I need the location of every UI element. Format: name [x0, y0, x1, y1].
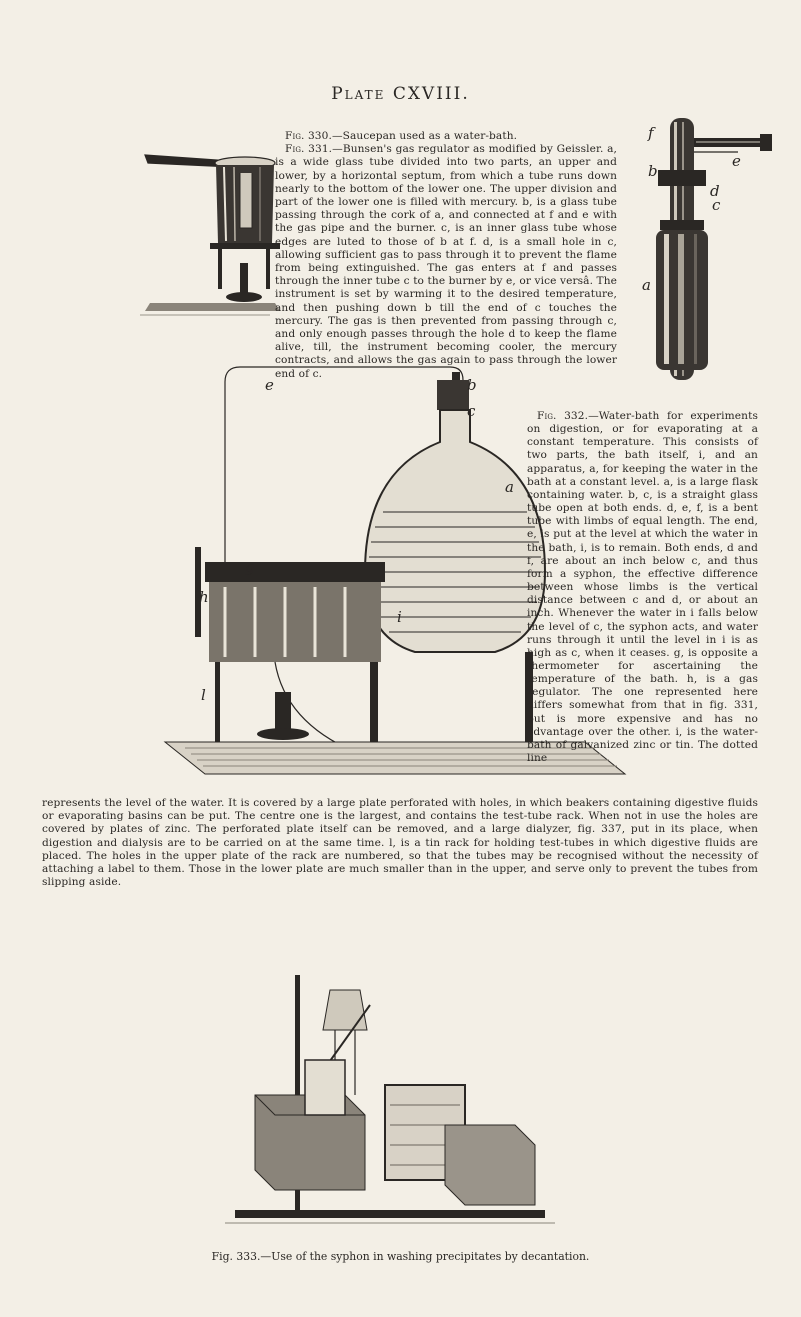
label-l: l — [201, 686, 206, 704]
fig332-description — [527, 410, 758, 765]
label-a2: a — [505, 478, 514, 496]
fig332-continuation: represents the level of the water. It is covered by a large plate perforated with holes, in which beakers containing digestive fluids or evaporating basins can be put. The centre one is the largest, and contains the test-tube rack. When not in use the holes are covered by plates of zinc. The perforated plate itself can be removed, and a large dialyzer, fig. 337, put in its place, when digestion and dialysis are to be carried on at the same time. l, is a tin rack for holding test-tubes in which digestive fluids are placed. The holes in the upper plate of the rack are numbered, so that the tubes may be recognised without the necessity of attaching a label to them. Those in the lower plate are much smaller than in the upper, and serve only to prevent the tubes from slipping aside. — [42, 797, 758, 889]
plate-title: Plate CXVIII. — [331, 84, 470, 104]
label-f: f — [648, 124, 654, 142]
fig331-gas-regulator-illustration — [620, 110, 785, 390]
fig330-lead: Fig. 330. — [285, 130, 332, 142]
label-c: c — [712, 196, 721, 214]
label-d: d — [710, 182, 720, 200]
fig331-lead: Fig. 331. — [285, 143, 333, 156]
label-e2: e — [265, 376, 274, 394]
label-c2: c — [467, 402, 476, 420]
fig333-caption: Fig. 333.—Use of the syphon in washing precipitates by decantation. — [211, 1250, 590, 1263]
label-i: i — [397, 608, 402, 626]
label-h: h — [199, 588, 209, 606]
fig330-saucepan-illustration — [140, 133, 280, 318]
fig333-syphon-illustration — [235, 975, 545, 1235]
label-b2: b — [467, 376, 477, 394]
fig332-text: —Water-bath for experiments on digestion, or for evaporating at a constant temperature. This consists of two parts, the bath itself, i, and an apparatus, a, for keeping the water in the bath at a constant level. a, is a large flask containing water. b, c, is a straight glass tube open at both ends. d, e, f, is a bent tube with limbs of equal length. The end, e, is put at the level at which the water in the bath, i, is to remain. Both ends, d and f, are about an inch below c, and thus form a syphon, the effective difference between whose limbs is the vertical distance between c and d, or about an inch. Whenever the water in i falls below the level of c, the syphon acts, and water runs through it until the level in i is as high as c, when it ceases. g, is opposite a thermometer for ascertaining the temperature of the bath. h, is a gas regulator. The one represented here differs somewhat from that in fig. 331, but is more expensive and has no advantage over the other. i, is the water-bath of galvanized zinc or tin. The dotted line — [527, 410, 758, 765]
fig332-lead: Fig. 332. — [537, 410, 589, 422]
label-b: b — [648, 162, 658, 180]
fig331-text: —Bunsen's gas regulator as modified by Geissler. a, is a wide glass tube divided into two parts, an upper and lower, by a horizontal septum, from which a tube runs down nearly to the bottom of the lower one. The upper division and part of the lower one is filled with mercury. b, is a glass tube passing through the cork of a, and connected at f and e with the gas pipe and the burner. c, is an inner glass tube whose edges are luted to those of b at f. d, is a small hole in c, allowing sufficient gas to pass through it to prevent the flame from being extinguished. The gas enters at f and passes through the inner tube c to the burner by e, or vice versâ. The instrument is set by warming it to the desired temperature, and then pushing down b till the end of c touches the mercury. The gas is then prevented from passing through c, and only enough passes through the hole d to keep the flame alive, till, the instrument becoming cooler, the mercury contracts, and allows the gas again to pass through the lower end of c. — [275, 143, 617, 380]
label-g: g — [245, 558, 255, 576]
fig331-description — [275, 130, 617, 381]
label-a: a — [642, 276, 651, 294]
label-e: e — [732, 152, 741, 170]
fig330-text: —Saucepan used as a water-bath. — [331, 130, 518, 142]
